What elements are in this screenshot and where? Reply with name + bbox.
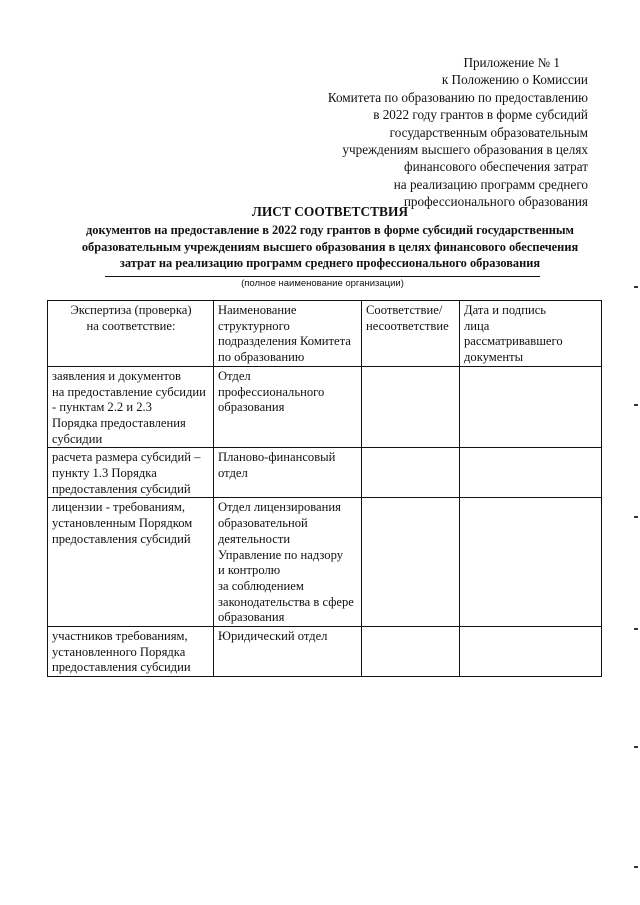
header-expertise — [48, 301, 214, 367]
subtitle-line: образовательным учреждениям высшего образования в целях финансового обеспечения — [81, 239, 579, 254]
appendix-line: в 2022 году грантов в форме субсидий — [373, 107, 588, 123]
scan-edge-mark — [634, 404, 638, 406]
unit-line: профессионального — [218, 384, 325, 399]
signature-cell — [460, 627, 602, 677]
unit-cell — [214, 366, 362, 448]
scan-edge-mark — [634, 286, 638, 288]
header-line: лица — [464, 318, 490, 333]
unit-cell — [214, 448, 362, 498]
header-line: рассматривавшего — [464, 334, 563, 349]
check-line: расчета размера субсидий – — [52, 450, 201, 465]
scan-edge-mark — [634, 746, 638, 748]
table-row — [48, 627, 602, 677]
unit-line: образования — [218, 610, 285, 625]
check-line: - пунктам 2.2 и 2.3 — [52, 400, 152, 415]
check-line: пункту 1.3 Порядка — [52, 466, 157, 481]
header-line: Соответствие/ — [366, 303, 443, 317]
scan-edge-mark — [634, 628, 638, 630]
appendix-line: профессионального образования — [403, 194, 588, 210]
check-cell — [48, 448, 214, 498]
compliance-table — [47, 300, 602, 677]
signature-cell — [460, 366, 602, 448]
appendix-line: учреждениям высшего образования в целях — [342, 142, 588, 158]
header-unit — [214, 301, 362, 367]
header-line: структурного — [218, 318, 290, 333]
unit-line: отдел — [218, 466, 248, 481]
check-line: установленного Порядка — [52, 644, 186, 659]
appendix-header — [278, 54, 588, 211]
header-line: по образованию — [218, 350, 305, 365]
header-line: Наименование — [218, 303, 297, 317]
unit-line: образовательной — [218, 516, 308, 531]
check-line: предоставления субсидий — [52, 531, 191, 546]
appendix-line: на реализацию программ среднего — [393, 176, 588, 192]
organization-name-line — [105, 276, 540, 277]
signature-cell — [460, 498, 602, 627]
unit-cell — [214, 627, 362, 677]
check-line: заявления и документов — [52, 368, 181, 383]
table-row — [48, 498, 602, 627]
subtitle-line: затрат на реализацию программ среднего профессионального образования — [119, 256, 541, 271]
appendix-line: к Положению о Комиссии — [441, 72, 588, 88]
unit-line: Юридический отдел — [218, 629, 328, 644]
scan-edge-mark — [634, 866, 638, 868]
appendix-line: Комитета по образованию по предоставлению — [327, 89, 588, 105]
check-line: установленным Порядком — [52, 516, 193, 531]
scan-edge-mark — [634, 516, 638, 518]
organization-caption: (полное наименование организации) — [241, 278, 404, 289]
header-line: документы — [464, 350, 524, 365]
check-cell — [48, 498, 214, 627]
header-line: несоответствие — [366, 318, 449, 333]
unit-cell — [214, 498, 362, 627]
header-line: Дата и подпись — [464, 303, 547, 317]
header-compliance — [362, 301, 460, 367]
compliance-cell — [362, 366, 460, 448]
unit-line: Отдел лицензирования — [218, 500, 341, 515]
check-line: Порядка предоставления — [52, 415, 186, 430]
check-line: субсидии — [52, 431, 103, 446]
unit-line: деятельности — [218, 531, 291, 546]
compliance-cell — [362, 627, 460, 677]
subtitle-line: документов на предоставление в 2022 году грантов в форме субсидий государственным — [86, 223, 574, 237]
check-line: участников требованиям, — [52, 629, 188, 644]
appendix-line: государственным образовательным — [389, 124, 588, 140]
unit-line: законодательства в сфере — [218, 594, 354, 609]
appendix-line: Приложение № 1 — [463, 55, 560, 70]
check-cell — [48, 627, 214, 677]
unit-line: Отдел — [218, 368, 251, 383]
compliance-cell — [362, 498, 460, 627]
check-line: предоставления субсидий — [52, 481, 191, 496]
document-subtitle — [40, 222, 620, 272]
compliance-cell — [362, 448, 460, 498]
document-title: ЛИСТ СООТВЕТСТВИЯ — [251, 204, 409, 219]
check-line: предоставления субсидии — [52, 660, 191, 675]
signature-cell — [460, 448, 602, 498]
appendix-line: финансового обеспечения затрат — [404, 159, 588, 175]
unit-line: за соблюдением — [218, 578, 304, 593]
check-line: лицензии - требованиям, — [52, 500, 186, 515]
table-header-row — [48, 301, 602, 367]
unit-line: и контролю — [218, 563, 281, 578]
unit-line: Планово-финансовый — [218, 450, 336, 465]
header-line: Экспертиза (проверка) — [70, 303, 192, 317]
unit-line: Управление по надзору — [218, 547, 344, 562]
table-row — [48, 448, 602, 498]
check-line: на предоставление субсидии — [52, 384, 206, 399]
header-line: подразделения Комитета — [218, 334, 351, 349]
header-line: на соответствие: — [86, 318, 176, 333]
header-date-signature — [460, 301, 602, 367]
table-row — [48, 366, 602, 448]
unit-line: образования — [218, 400, 285, 415]
check-cell — [48, 366, 214, 448]
